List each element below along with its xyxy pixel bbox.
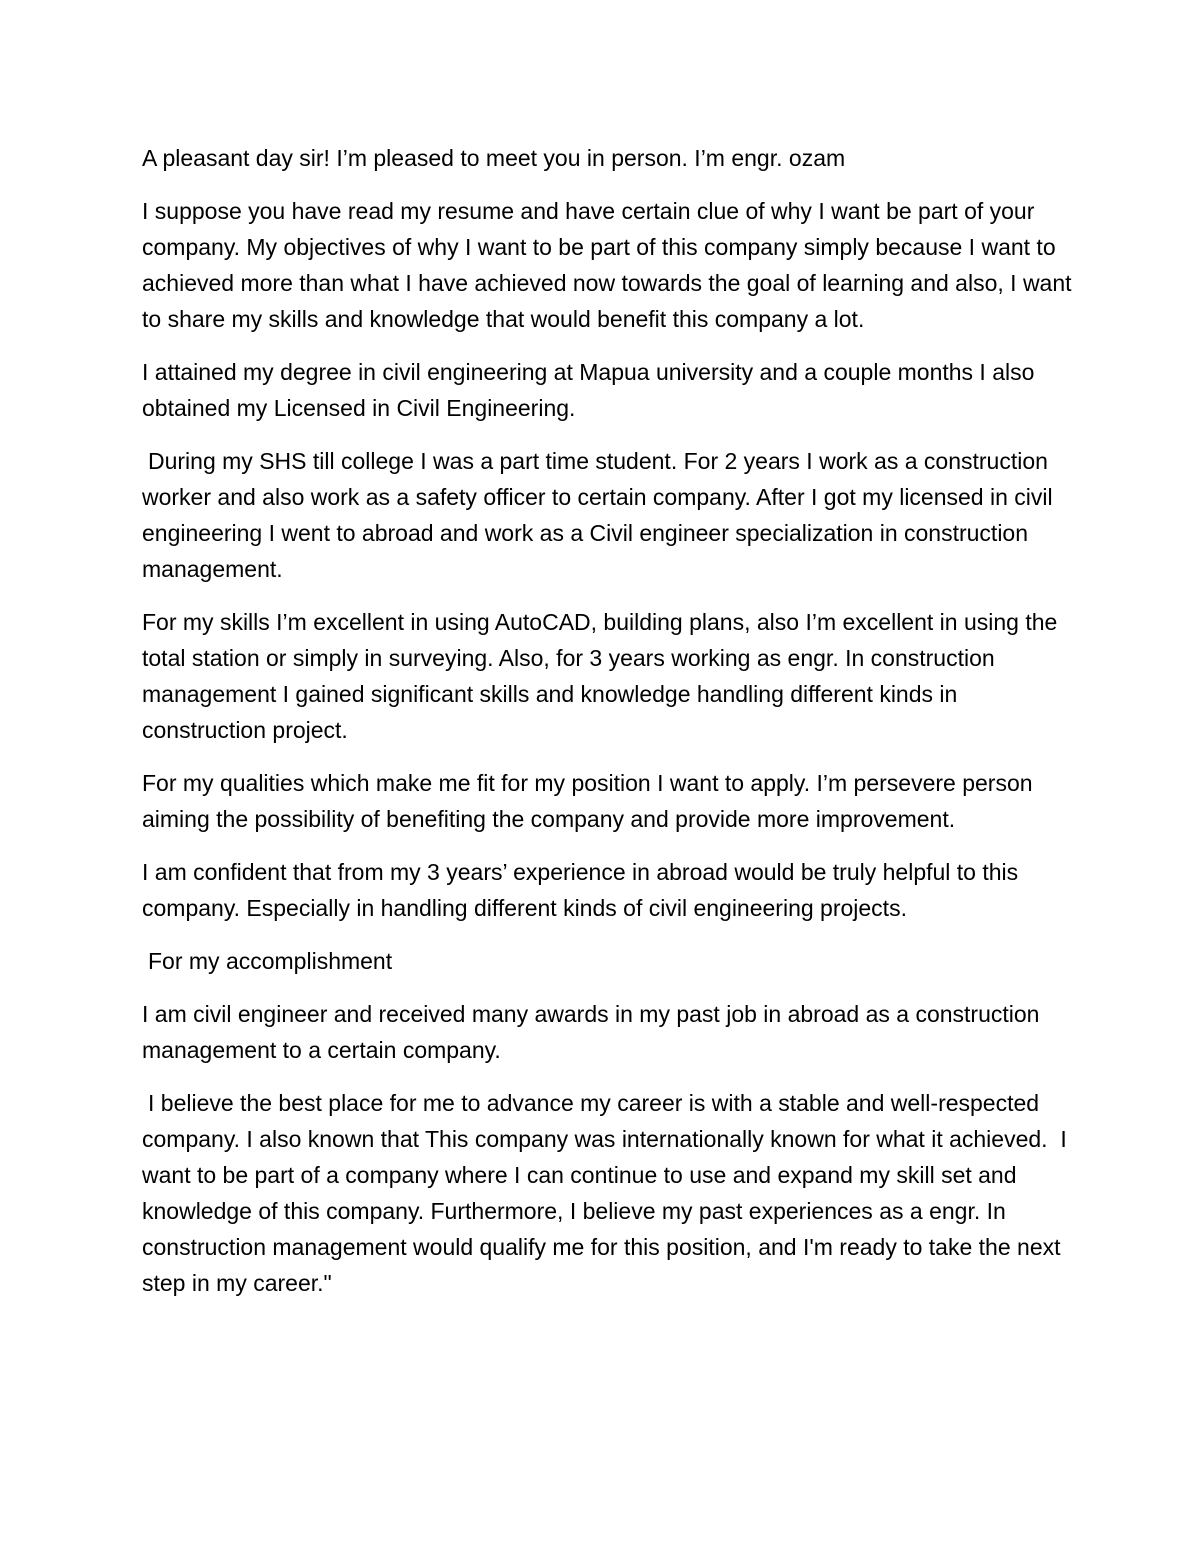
closing-paragraph: I believe the best place for me to advance my career is with a stable and well-respected company. I also known that This company was internationally known for what it achieved. I want to be part of a company where I can continue to use and expand my skill set and knowledge of this company. Furthermore, I believe my past experiences as a engr. In construction management would qualify me for this position, and I'm ready to take the next step in my career." [142,1090,1074,1296]
greeting-paragraph: A pleasant day sir! I’m pleased to meet you in person. I’m engr. ozam [142,145,846,171]
qualities-paragraph: For my qualities which make me fit for my position I want to apply. I’m persevere person aiming the possibility of benefiting the company and provide more improvement. [142,770,1039,832]
confidence-paragraph: I am confident that from my 3 years’ experience in abroad would be truly helpful to this company. Especially in handling different kinds of civil engineering projects. [142,859,1025,921]
accomplishment-heading: For my accomplishment [148,948,393,974]
skills-paragraph: For my skills I’m excellent in using AutoCAD, building plans, also I’m excellent in using the total station or simply in surveying. Also, for 3 years working as engr. In construction management I gained significant skills and knowledge handling different kinds in construction project. [142,609,1064,743]
work-history-paragraph: During my SHS till college I was a part time student. For 2 years I work as a construction worker and also work as a safety officer to certain company. After I got my licensed in civil engineering I went to abroad and work as a Civil engineer specialization in construction management. [142,448,1059,582]
document-body [142,140,1078,1318]
objectives-paragraph: I suppose you have read my resume and have certain clue of why I want be part of your company. My objectives of why I want to be part of this company simply because I want to achieved more than what I have achieved now towards the goal of learning and also, I want to share my skills and knowledge that would benefit this company a lot. [142,198,1078,332]
accomplishment-paragraph: I am civil engineer and received many awards in my past job in abroad as a construction management to a certain company. [142,1001,1046,1063]
education-paragraph: I attained my degree in civil engineering at Mapua university and a couple months I also obtained my Licensed in Civil Engineering. [142,359,1041,421]
